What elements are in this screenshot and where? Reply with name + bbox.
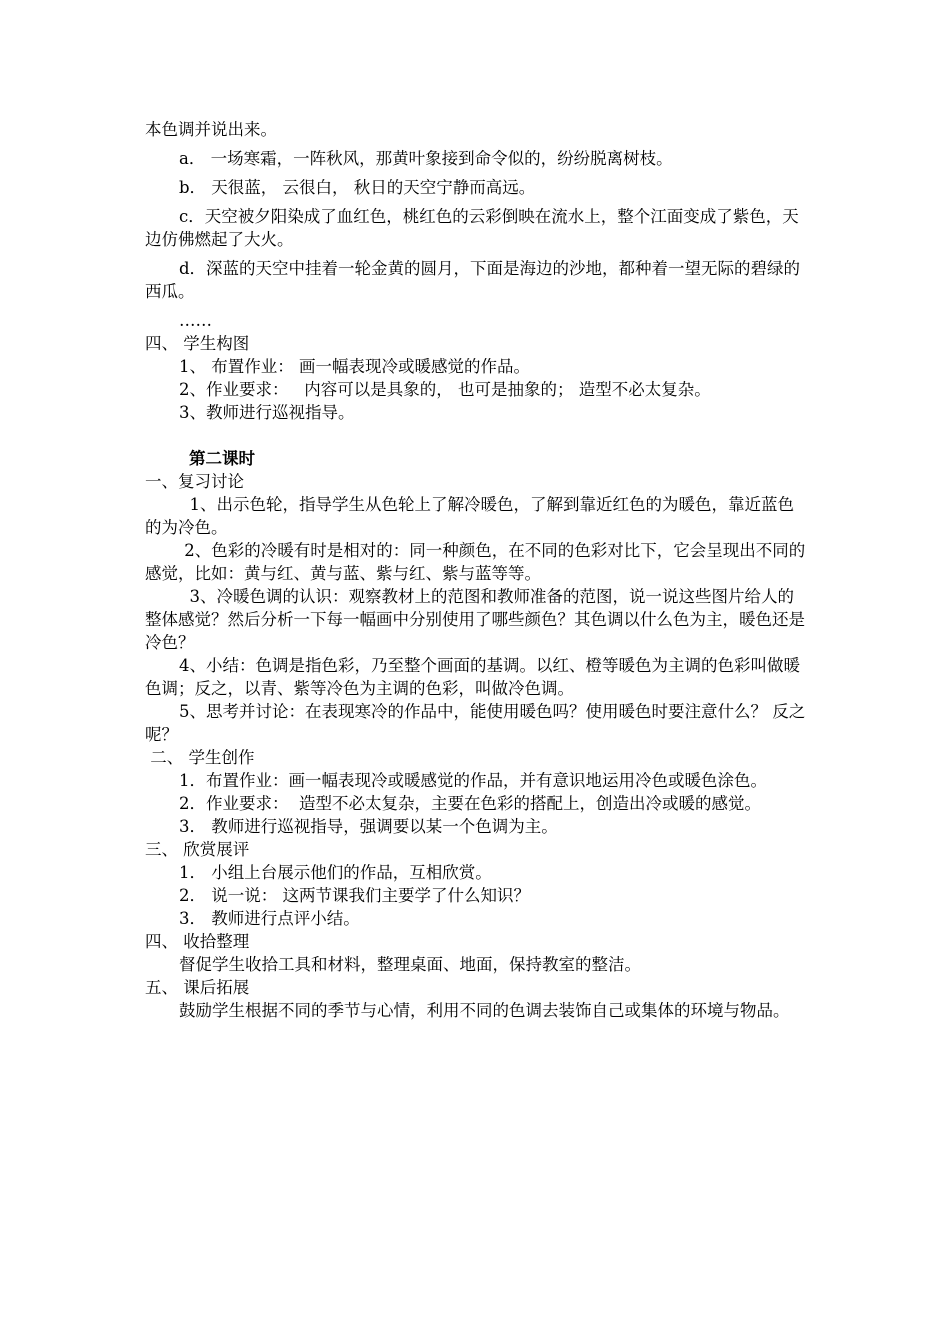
list-item: 3、教师进行巡视指导。 (179, 403, 355, 422)
text-paragraph: 2、色彩的冷暖有时是相对的：同一种颜色，在不同的色彩对比下，它会呈现出不同的感觉，比如：黄与红、黄与蓝、紫与红、紫与蓝等等。 (145, 541, 806, 583)
list-item: 3． 教师进行点评小结。 (179, 909, 360, 928)
text-line: c．天空被夕阳染成了血红色，桃红色的云彩倒映在流水上，整个江面变成了紫色，天边仿佛燃起了大火。 (145, 207, 799, 249)
text-line: 本色调并说出来。 (145, 120, 277, 139)
list-item: 2． 说一说： 这两节课我们主要学了什么知识？ (179, 886, 530, 905)
text-paragraph: 5、思考并讨论：在表现寒冷的作品中，能使用暖色吗？使用暖色时要注意什么？ 反之呢？ (145, 702, 806, 744)
text-paragraph: 鼓励学生根据不同的季节与心情，利用不同的色调去装饰自己或集体的环境与物品。 (179, 1001, 790, 1020)
section-heading: 二、 学生创作 (145, 748, 255, 767)
list-item: 3． 教师进行巡视指导，强调要以某一个色调为主。 (179, 817, 558, 836)
text-line: d．深蓝的天空中挂着一轮金黄的圆月，下面是海边的沙地，都种着一望无际的碧绿的西瓜。 (145, 259, 801, 301)
lesson-title: 第二课时 (189, 449, 255, 468)
section-heading: 五、 课后拓展 (145, 978, 250, 997)
list-item: 1、 布置作业： 画一幅表现冷或暖感觉的作品。 (179, 357, 530, 376)
section-heading: 三、 欣赏展评 (145, 840, 250, 859)
section-heading: 四、 收拾整理 (145, 932, 250, 951)
text-line: b． 天很蓝， 云很白， 秋日的天空宁静而高远。 (179, 178, 536, 197)
section-heading: 四、 学生构图 (145, 334, 250, 353)
text-paragraph: 1、出示色轮，指导学生从色轮上了解冷暖色，了解到靠近红色的为暖色，靠近蓝色的为冷色。 (145, 495, 794, 537)
text-line: a． 一场寒霜，一阵秋风，那黄叶象接到命令似的，纷纷脱离树枝。 (179, 149, 673, 168)
text-paragraph: 4、小结：色调是指色彩，乃至整个画面的基调。以红、橙等暖色为主调的色彩叫做暖色调；反之，以青、紫等冷色为主调的色彩，叫做冷色调。 (145, 656, 800, 698)
list-item: 1． 小组上台展示他们的作品，互相欣赏。 (179, 863, 492, 882)
text-paragraph: 1．布置作业：画一幅表现冷或暖感觉的作品，并有意识地运用冷色或暖色涂色。 (179, 771, 767, 790)
text-paragraph: 督促学生收拾工具和材料，整理桌面、地面，保持教室的整洁。 (179, 955, 641, 974)
section-heading: 一、复习讨论 (145, 472, 244, 491)
list-item: 2、作业要求： 内容可以是具象的， 也可是抽象的； 造型不必太复杂。 (179, 380, 711, 399)
text-line: …… (179, 311, 212, 330)
text-paragraph: 2．作业要求： 造型不必太复杂，主要在色彩的搭配上，创造出冷或暖的感觉。 (179, 794, 761, 813)
document-page (145, 118, 810, 1022)
text-paragraph: 3、冷暖色调的认识：观察教材上的范图和教师准备的范图，说一说这些图片给人的整体感觉？然后分析一下每一幅画中分别使用了哪些颜色？其色调以什么色为主，暖色还是冷色？ (145, 587, 805, 652)
